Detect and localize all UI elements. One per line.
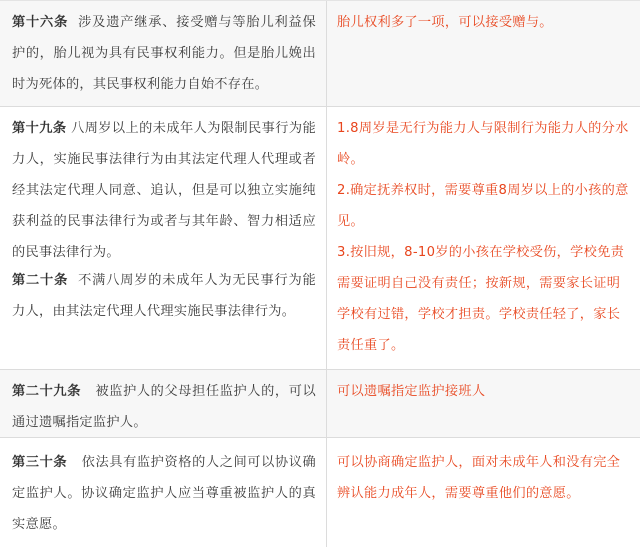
article-paragraph xyxy=(12,7,316,100)
article-text: 八周岁以上的未成年人为限制民事行为能力人，实施民事法律行为由其法定代理人代理或者经其法定代理人同意、追认，但是可以独立实施纯获利益的民事法律行为或者与其年龄、智力相适应的民事法律行为。 xyxy=(12,121,316,260)
annotation-text: 可以协商确定监护人，面对未成年人和没有完全辨认能力成年人，需要尊重他们的意愿。 xyxy=(337,455,621,501)
article-text: 依法具有监护资格的人之间可以协议确定监护人。协议确定监护人应当尊重被监护人的真实意愿。 xyxy=(12,455,316,532)
article-text: 涉及遗产继承、接受赠与等胎儿利益保护的，胎儿视为具有民事权利能力。但是胎儿娩出时为死体的，其民事权利能力自始不存在。 xyxy=(12,15,316,92)
article-cell xyxy=(0,370,327,437)
article-number: 第十六条 xyxy=(12,15,69,30)
table-row xyxy=(0,1,640,106)
article-paragraph xyxy=(12,265,316,327)
article-text: 被监护人的父母担任监护人的，可以通过遗嘱指定监护人。 xyxy=(12,384,317,430)
article-paragraph xyxy=(12,447,316,540)
article-cell xyxy=(0,107,327,369)
annotation-text: 可以遗嘱指定监护接班人 xyxy=(337,384,486,399)
annotation-text: 3.按旧规，8-10岁的小孩在学校受伤，学校免责需要证明自己没有责任；按新规，需要家长证明学校有过错，学校才担责。学校责任轻了，家长责任重了。 xyxy=(337,245,625,353)
annotation-cell xyxy=(327,370,640,437)
article-number: 第三十条 xyxy=(12,455,68,470)
article-number: 第十九条 xyxy=(12,121,67,136)
article-cell xyxy=(0,1,327,106)
article-paragraph xyxy=(12,113,316,268)
article-cell xyxy=(0,438,327,547)
table-row xyxy=(0,438,640,547)
annotation-cell xyxy=(327,438,640,547)
article-number: 第二十条 xyxy=(12,273,69,288)
article-paragraph xyxy=(12,376,316,438)
table-row xyxy=(0,107,640,369)
article-number: 第二十九条 xyxy=(12,384,82,399)
annotation-cell xyxy=(327,107,640,369)
annotation-cell xyxy=(327,1,640,106)
annotation-text: 胎儿权利多了一项，可以接受赠与。 xyxy=(337,15,553,30)
annotation-text: 2.确定抚养权时，需要尊重8周岁以上的小孩的意见。 xyxy=(337,183,629,229)
annotation-text: 1.8周岁是无行为能力人与限制行为能力人的分水岭。 xyxy=(337,121,629,167)
table-row xyxy=(0,370,640,437)
article-text: 不满八周岁的未成年人为无民事行为能力人，由其法定代理人代理实施民事法律行为。 xyxy=(12,273,316,319)
